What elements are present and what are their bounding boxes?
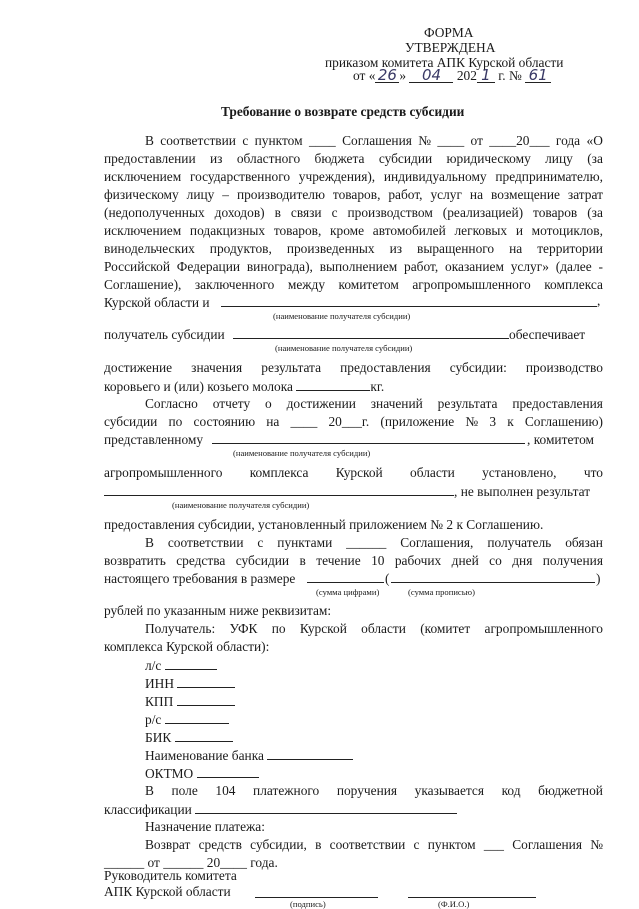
word: - — [598, 259, 603, 274]
date-year-suffix: г. № — [498, 68, 522, 83]
requisite-rs-field[interactable] — [165, 711, 229, 724]
requisite-oktmo-field[interactable] — [197, 765, 259, 778]
word: поле — [171, 783, 198, 798]
word: в — [274, 205, 281, 220]
recipient-name-line-2 — [233, 338, 509, 339]
word: агропромышленного — [484, 621, 603, 636]
payee-line — [145, 621, 603, 637]
milk-amount-field[interactable] — [296, 378, 370, 391]
p1-line-6 — [104, 223, 603, 239]
caption-recipient-4: (наименование получателя субсидии) — [172, 500, 310, 510]
milk-unit: кг. — [370, 379, 385, 394]
p1-line-2 — [104, 151, 603, 167]
word: ____ — [308, 133, 336, 148]
committee-line — [104, 465, 603, 481]
word: пунктом — [254, 133, 303, 148]
word: юридическому — [446, 151, 531, 166]
word: поручения — [336, 783, 398, 798]
word: субсидии — [104, 414, 158, 429]
return-line — [104, 553, 603, 569]
order-date — [353, 68, 551, 84]
p1-end-comma: , — [597, 293, 601, 308]
word: производителю — [236, 187, 325, 202]
word: предоставлении — [104, 151, 196, 166]
p1-line-9 — [104, 277, 603, 293]
word: указывается — [414, 783, 485, 798]
head-title-line-1: Руководитель комитета — [104, 868, 237, 883]
word: винодельческих — [104, 241, 195, 256]
word: о — [265, 396, 272, 411]
word: доходов) — [214, 205, 265, 220]
word: услуг» — [510, 259, 549, 274]
payee-line-2: комплекса Курской области): — [104, 639, 270, 654]
word: средства — [176, 553, 226, 568]
word: Курской — [335, 465, 383, 480]
not-fulfilled: , не выполнен результат — [454, 484, 591, 499]
word: между — [287, 277, 326, 292]
word: области — [410, 465, 455, 480]
form-label: ФОРМА — [424, 25, 474, 40]
word: с — [413, 837, 420, 852]
word: из — [210, 151, 223, 166]
word: «О — [586, 133, 603, 148]
word: по — [271, 621, 286, 636]
word: № — [465, 414, 479, 429]
word: платежного — [253, 783, 320, 798]
p1-line-3 — [104, 169, 603, 185]
label: р/с — [145, 712, 162, 727]
status-line — [104, 414, 603, 430]
word: рабочих — [394, 553, 442, 568]
word: ____ — [290, 414, 318, 429]
date-year-prefix: 202 — [456, 68, 477, 83]
recipient-name-line — [221, 306, 597, 307]
word: пунктом — [427, 837, 476, 852]
word: ____ — [437, 133, 465, 148]
word: отчету — [212, 396, 251, 411]
word: года — [555, 133, 581, 148]
word: исключением — [104, 169, 182, 184]
label: Наименование банка — [145, 748, 264, 763]
word: В — [145, 133, 154, 148]
word: установлено, — [482, 465, 557, 480]
amount-digits-field[interactable] — [307, 582, 384, 583]
word: Получатель: — [145, 621, 216, 636]
amount-close-paren: ) — [596, 571, 601, 586]
label: КПП — [145, 694, 174, 709]
word: течение — [316, 553, 361, 568]
word: достижение — [104, 360, 173, 375]
date-year-digit: 1 — [477, 68, 495, 83]
word: обязан — [565, 535, 603, 550]
caption-recipient-2: (наименование получателя субсидии) — [275, 343, 413, 353]
requisite-ls — [145, 657, 217, 674]
date-prefix: от « — [353, 68, 376, 83]
word: соответствии — [329, 837, 406, 852]
p1-line-5 — [104, 205, 603, 221]
document-title: Требование о возврате средств субсидии — [221, 104, 465, 119]
p1-last-line: Курской области и — [104, 295, 210, 310]
word: Российской — [104, 259, 170, 274]
word: автомобилей — [372, 223, 446, 238]
requisite-oktmo — [145, 765, 259, 782]
word: кроме — [330, 223, 365, 238]
word: из — [389, 241, 403, 256]
caption-digits: (сумма цифрами) — [316, 587, 380, 597]
approved-label: УТВЕРЖДЕНА — [405, 40, 496, 55]
word: В — [145, 783, 154, 798]
word: пунктами — [277, 535, 333, 550]
word: ___ — [483, 837, 504, 852]
word: ______ — [346, 535, 387, 550]
word: соответствии — [160, 133, 236, 148]
p1-line-8 — [104, 259, 603, 275]
word: услуг — [430, 187, 462, 202]
word: Курской — [299, 621, 347, 636]
word: физическому — [104, 187, 179, 202]
word: произведенных — [286, 241, 375, 256]
presented-start: представленному — [104, 432, 204, 447]
head-title-line-2: АПК Курской области — [104, 884, 231, 899]
field104-line — [145, 783, 603, 799]
word: на — [266, 414, 280, 429]
word: продуктов, — [209, 241, 272, 256]
word: Соглашения — [342, 133, 412, 148]
payment-purpose-line — [145, 837, 603, 853]
budget-classification-field[interactable] — [195, 801, 457, 814]
word: работ, — [404, 259, 439, 274]
caption-recipient-1: (наименование получателя субсидии) — [273, 311, 411, 321]
word: комитетом — [338, 277, 399, 292]
word: дня — [512, 553, 533, 568]
word: возвратить — [104, 553, 166, 568]
word: товаров, — [273, 223, 322, 238]
word: субсидии: — [449, 360, 507, 375]
rubles-line: рублей по указанным ниже реквизитам: — [104, 603, 332, 618]
word: Согласно — [145, 396, 198, 411]
word: (реализацией) — [442, 205, 524, 220]
caption-recipient-3: (наименование получателя субсидии) — [233, 448, 371, 458]
word: с — [242, 133, 249, 148]
word: соответствии — [167, 535, 244, 550]
word: предпринимателю, — [495, 169, 603, 184]
word: получатель — [487, 535, 552, 550]
payment-purpose-label: Назначение платежа: — [145, 819, 265, 834]
word: (комитет — [420, 621, 471, 636]
word: (за — [587, 151, 603, 166]
word: (далее — [555, 259, 592, 274]
word: в — [299, 553, 306, 568]
word: субсидии — [378, 151, 433, 166]
word: заключенного — [194, 277, 275, 292]
word: (недополученных — [104, 205, 205, 220]
word: дней — [451, 553, 479, 568]
word: достижении — [286, 396, 356, 411]
word: товаров, — [332, 187, 381, 202]
word: и — [515, 223, 523, 238]
word: результата — [437, 396, 498, 411]
word: производством — [347, 205, 433, 220]
word: лицу — [545, 151, 573, 166]
word: легковых — [454, 223, 508, 238]
full-name-field[interactable] — [408, 897, 536, 898]
p1-line-7 — [104, 241, 603, 257]
word: результата — [261, 360, 322, 375]
word: мотоциклов, — [531, 223, 603, 238]
word: к — [507, 414, 514, 429]
word: № — [418, 133, 432, 148]
word: Возврат — [145, 837, 191, 852]
date-day: 26 — [375, 68, 399, 83]
word: (за — [587, 205, 603, 220]
word: Соглашения, — [400, 535, 474, 550]
p1-line-4 — [104, 187, 603, 203]
word: агропромышленного — [104, 465, 223, 480]
field104-line-2 — [104, 801, 457, 818]
word: лицу — [186, 187, 215, 202]
amount-open-paren: ( — [385, 571, 390, 586]
word: от — [470, 133, 483, 148]
caption-full-name: (Ф.И.О.) — [438, 899, 470, 909]
word: комплекса — [249, 465, 309, 480]
label: л/с — [145, 658, 162, 673]
word: предоставления — [512, 396, 603, 411]
word: территории — [537, 241, 603, 256]
word: на — [469, 187, 484, 202]
word: получения — [542, 553, 603, 568]
payment-purpose-line-2: ______ от ______ 20____ года. — [104, 855, 278, 870]
word: значения — [191, 360, 243, 375]
report-line — [145, 396, 603, 412]
word: код — [501, 783, 521, 798]
label: классификации — [104, 802, 192, 817]
word: В — [145, 535, 154, 550]
word: – — [222, 187, 229, 202]
requisite-kpp — [145, 693, 235, 710]
word: связи — [290, 205, 322, 220]
label: ОКТМО — [145, 766, 194, 781]
word: со — [489, 553, 502, 568]
word: работ, — [388, 187, 423, 202]
word: области — [361, 621, 406, 636]
word: государственного — [189, 169, 291, 184]
recipient-line-start: получатель субсидии — [104, 327, 225, 342]
amount-start: настоящего требования в размере — [104, 571, 296, 586]
word: товаров — [533, 205, 578, 220]
word: УФК — [229, 621, 258, 636]
order-number: 61 — [525, 68, 551, 83]
word: винограда), — [246, 259, 313, 274]
achievement-line — [104, 360, 603, 376]
word: исключением — [104, 223, 182, 238]
date-quote: » — [399, 68, 407, 83]
requisite-inn — [145, 675, 235, 692]
recipient-name-line-4 — [104, 495, 454, 496]
word: субсидии, — [250, 837, 307, 852]
word: Соглашение), — [104, 277, 182, 292]
caption-signature: (подпись) — [290, 899, 326, 909]
word: 10 — [371, 553, 385, 568]
word: в — [315, 837, 322, 852]
requisite-bank-field[interactable] — [267, 747, 353, 760]
word: с — [331, 205, 338, 220]
presented-end: , комитетом — [527, 432, 594, 447]
caption-words: (сумма прописью) — [408, 587, 475, 597]
word: комплекса — [544, 277, 603, 292]
milk-line — [104, 378, 384, 395]
word: по — [168, 414, 183, 429]
word: 104 — [215, 783, 236, 798]
requisite-bank — [145, 747, 353, 764]
requisite-inn-field[interactable] — [177, 675, 235, 688]
word: субсидии — [235, 553, 290, 568]
requisite-bik-field[interactable] — [175, 729, 233, 742]
word: средств — [198, 837, 242, 852]
word: 20___г. — [328, 414, 370, 429]
p1-line-1 — [145, 133, 603, 149]
word: выполнением — [319, 259, 398, 274]
recipient-name-line-3 — [212, 443, 525, 444]
requisite-ls-field[interactable] — [165, 657, 217, 670]
label: БИК — [145, 730, 172, 745]
word: предоставления — [340, 360, 431, 375]
word: что — [583, 465, 603, 480]
word: 3 — [489, 414, 497, 429]
word: Соглашению) — [524, 414, 603, 429]
word: агропромышленного — [412, 277, 531, 292]
result-line: предоставления субсидии, установленный приложением № 2 к Соглашению. — [104, 517, 544, 532]
milk-label: коровьего и (или) козьего молока — [104, 379, 293, 394]
word: Соглашения — [512, 837, 582, 852]
recipient-line-end: обеспечивает — [509, 327, 586, 342]
word: состоянию — [193, 414, 256, 429]
word: производство — [525, 360, 603, 375]
word: учреждения), — [298, 169, 376, 184]
word: (приложение — [380, 414, 455, 429]
word: на — [509, 241, 523, 256]
word: возмещение — [490, 187, 560, 202]
approved-by-order: приказом комитета АПК Курской области — [325, 55, 564, 70]
label: ИНН — [145, 676, 175, 691]
word: затрат — [567, 187, 603, 202]
requisite-bik — [145, 729, 233, 746]
signature-field[interactable] — [255, 897, 378, 898]
word: бюджетной — [538, 783, 603, 798]
word: с — [257, 535, 264, 550]
word: выращенного — [417, 241, 495, 256]
word: Федерации — [176, 259, 241, 274]
word: ____20___ — [489, 133, 550, 148]
word: бюджета — [314, 151, 365, 166]
date-month: 04 — [409, 68, 453, 83]
requisite-rs — [145, 711, 229, 728]
requisite-kpp-field[interactable] — [177, 693, 235, 706]
amount-words-field[interactable] — [391, 582, 595, 583]
word: значений — [370, 396, 423, 411]
obliged-line — [145, 535, 603, 551]
word: областного — [236, 151, 301, 166]
word: оказанием — [445, 259, 504, 274]
word: индивидуальному — [383, 169, 487, 184]
word: подакцизных — [189, 223, 266, 238]
word: № — [590, 837, 603, 852]
